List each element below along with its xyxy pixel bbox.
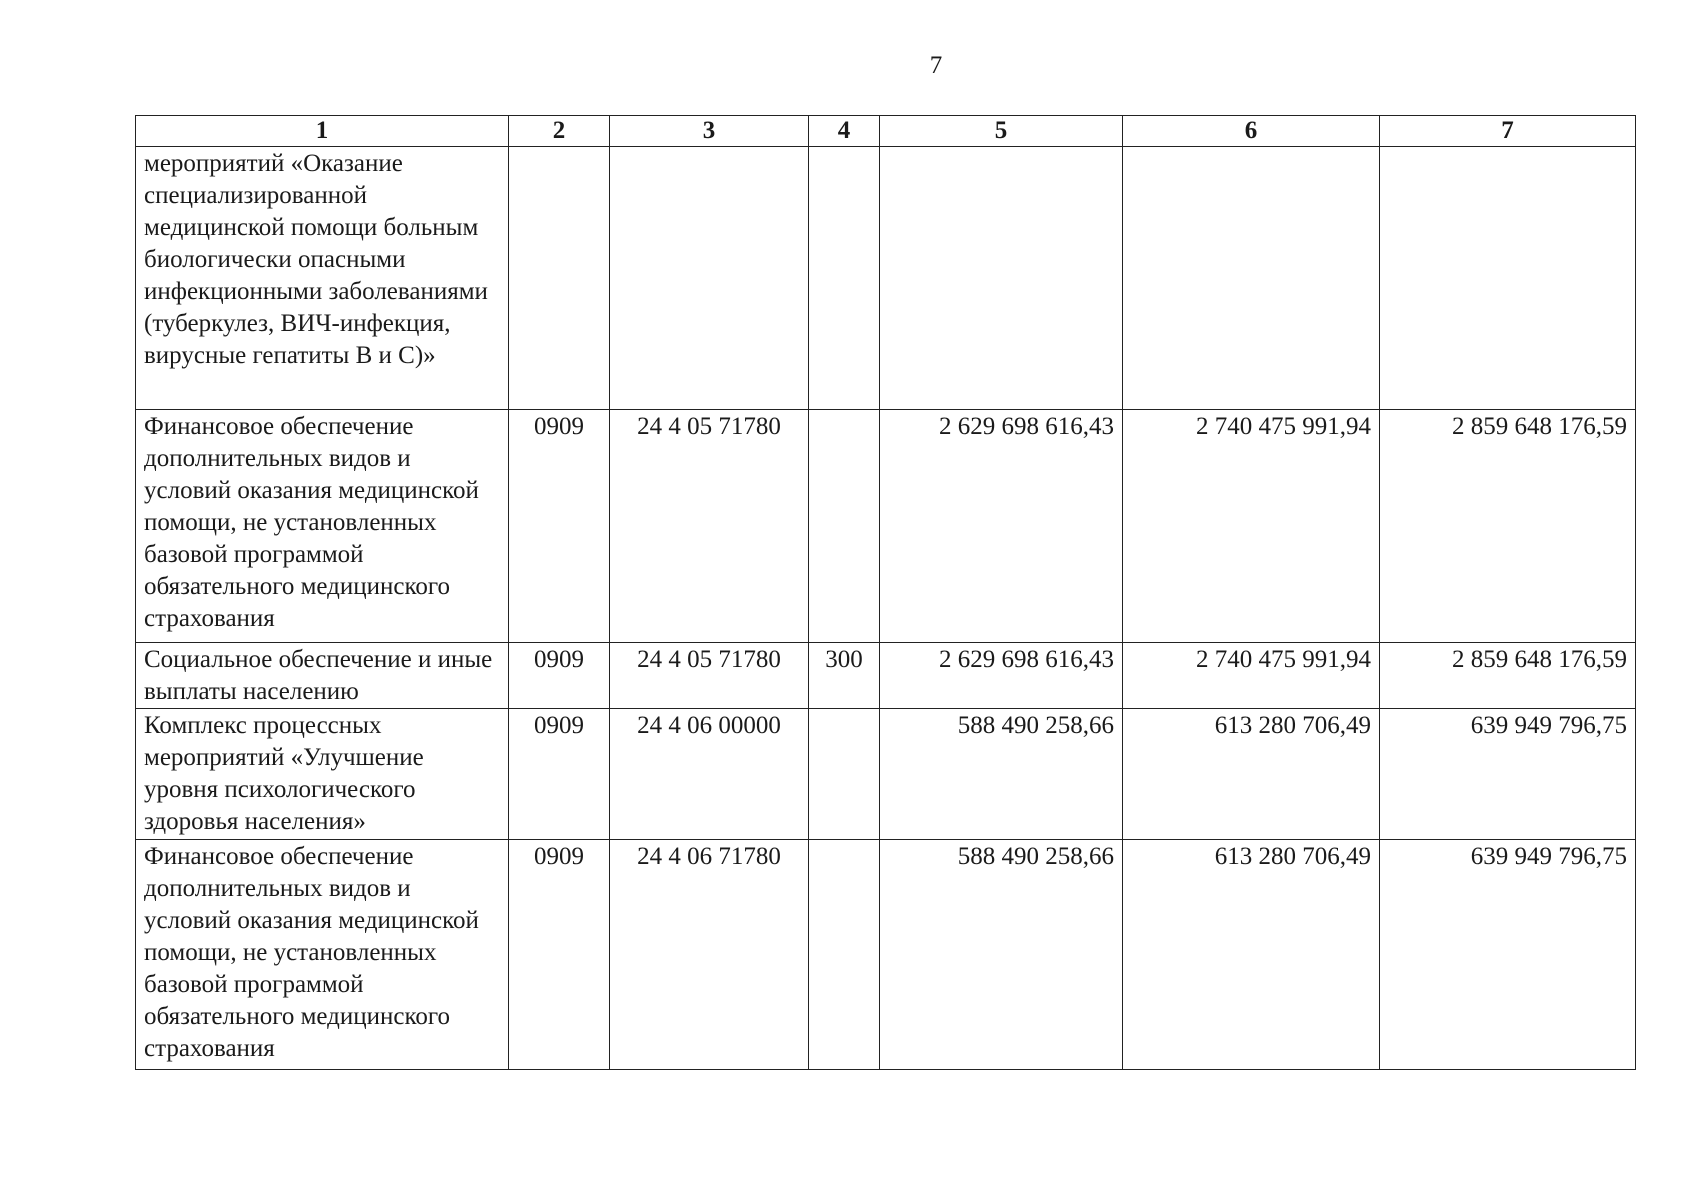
page-number: 7 <box>929 52 943 79</box>
table-row <box>136 643 1636 709</box>
amount-year1-cell: 2 629 698 616,43 <box>880 410 1123 643</box>
amount-year2-cell <box>1123 147 1380 410</box>
amount-year1-cell <box>880 147 1123 410</box>
section-cell <box>509 147 610 410</box>
column-header: 2 <box>509 116 610 147</box>
row-name-cell: Финансовое обеспечение дополнительных видов и условий оказания медицинской помощи, не установленных базовой программой обязательного медицинского страхования <box>136 410 509 643</box>
section-cell: 0909 <box>509 643 610 709</box>
row-name-cell: мероприятий «Оказание специализированной медицинской помощи больным биологически опасными инфекционными заболеваниями (туберкулез, ВИЧ-инфекция, вирусные гепатиты В и С)» <box>136 147 509 410</box>
section-cell: 0909 <box>509 709 610 840</box>
target-article-cell: 24 4 05 71780 <box>610 643 809 709</box>
expense-type-cell <box>809 709 880 840</box>
table-header-row <box>136 116 1636 147</box>
amount-year3-cell <box>1380 147 1636 410</box>
expense-type-cell <box>809 147 880 410</box>
amount-year1-cell: 588 490 258,66 <box>880 840 1123 1070</box>
expense-type-cell: 300 <box>809 643 880 709</box>
amount-year2-cell: 2 740 475 991,94 <box>1123 410 1380 643</box>
amount-year1-cell: 2 629 698 616,43 <box>880 643 1123 709</box>
section-cell: 0909 <box>509 840 610 1070</box>
amount-year3-cell: 2 859 648 176,59 <box>1380 643 1636 709</box>
expense-type-cell <box>809 410 880 643</box>
section-cell: 0909 <box>509 410 610 643</box>
column-header: 6 <box>1123 116 1380 147</box>
amount-year3-cell: 639 949 796,75 <box>1380 840 1636 1070</box>
target-article-cell <box>610 147 809 410</box>
target-article-cell: 24 4 06 71780 <box>610 840 809 1070</box>
column-header: 4 <box>809 116 880 147</box>
amount-year2-cell: 613 280 706,49 <box>1123 709 1380 840</box>
table-row <box>136 840 1636 1070</box>
column-header: 7 <box>1380 116 1636 147</box>
table-row <box>136 709 1636 840</box>
row-name-cell: Социальное обеспечение и иные выплаты населению <box>136 643 509 709</box>
expense-type-cell <box>809 840 880 1070</box>
amount-year3-cell: 639 949 796,75 <box>1380 709 1636 840</box>
target-article-cell: 24 4 06 00000 <box>610 709 809 840</box>
amount-year2-cell: 2 740 475 991,94 <box>1123 643 1380 709</box>
amount-year1-cell: 588 490 258,66 <box>880 709 1123 840</box>
target-article-cell: 24 4 05 71780 <box>610 410 809 643</box>
row-name-cell: Финансовое обеспечение дополнительных видов и условий оказания медицинской помощи, не установленных базовой программой обязательного медицинского страхования <box>136 840 509 1070</box>
column-header: 3 <box>610 116 809 147</box>
budget-table <box>135 115 1636 1070</box>
table-row <box>136 147 1636 410</box>
amount-year2-cell: 613 280 706,49 <box>1123 840 1380 1070</box>
column-header: 1 <box>136 116 509 147</box>
table-row <box>136 410 1636 643</box>
row-name-cell: Комплекс процессных мероприятий «Улучшение уровня психологического здоровья населения» <box>136 709 509 840</box>
column-header: 5 <box>880 116 1123 147</box>
amount-year3-cell: 2 859 648 176,59 <box>1380 410 1636 643</box>
